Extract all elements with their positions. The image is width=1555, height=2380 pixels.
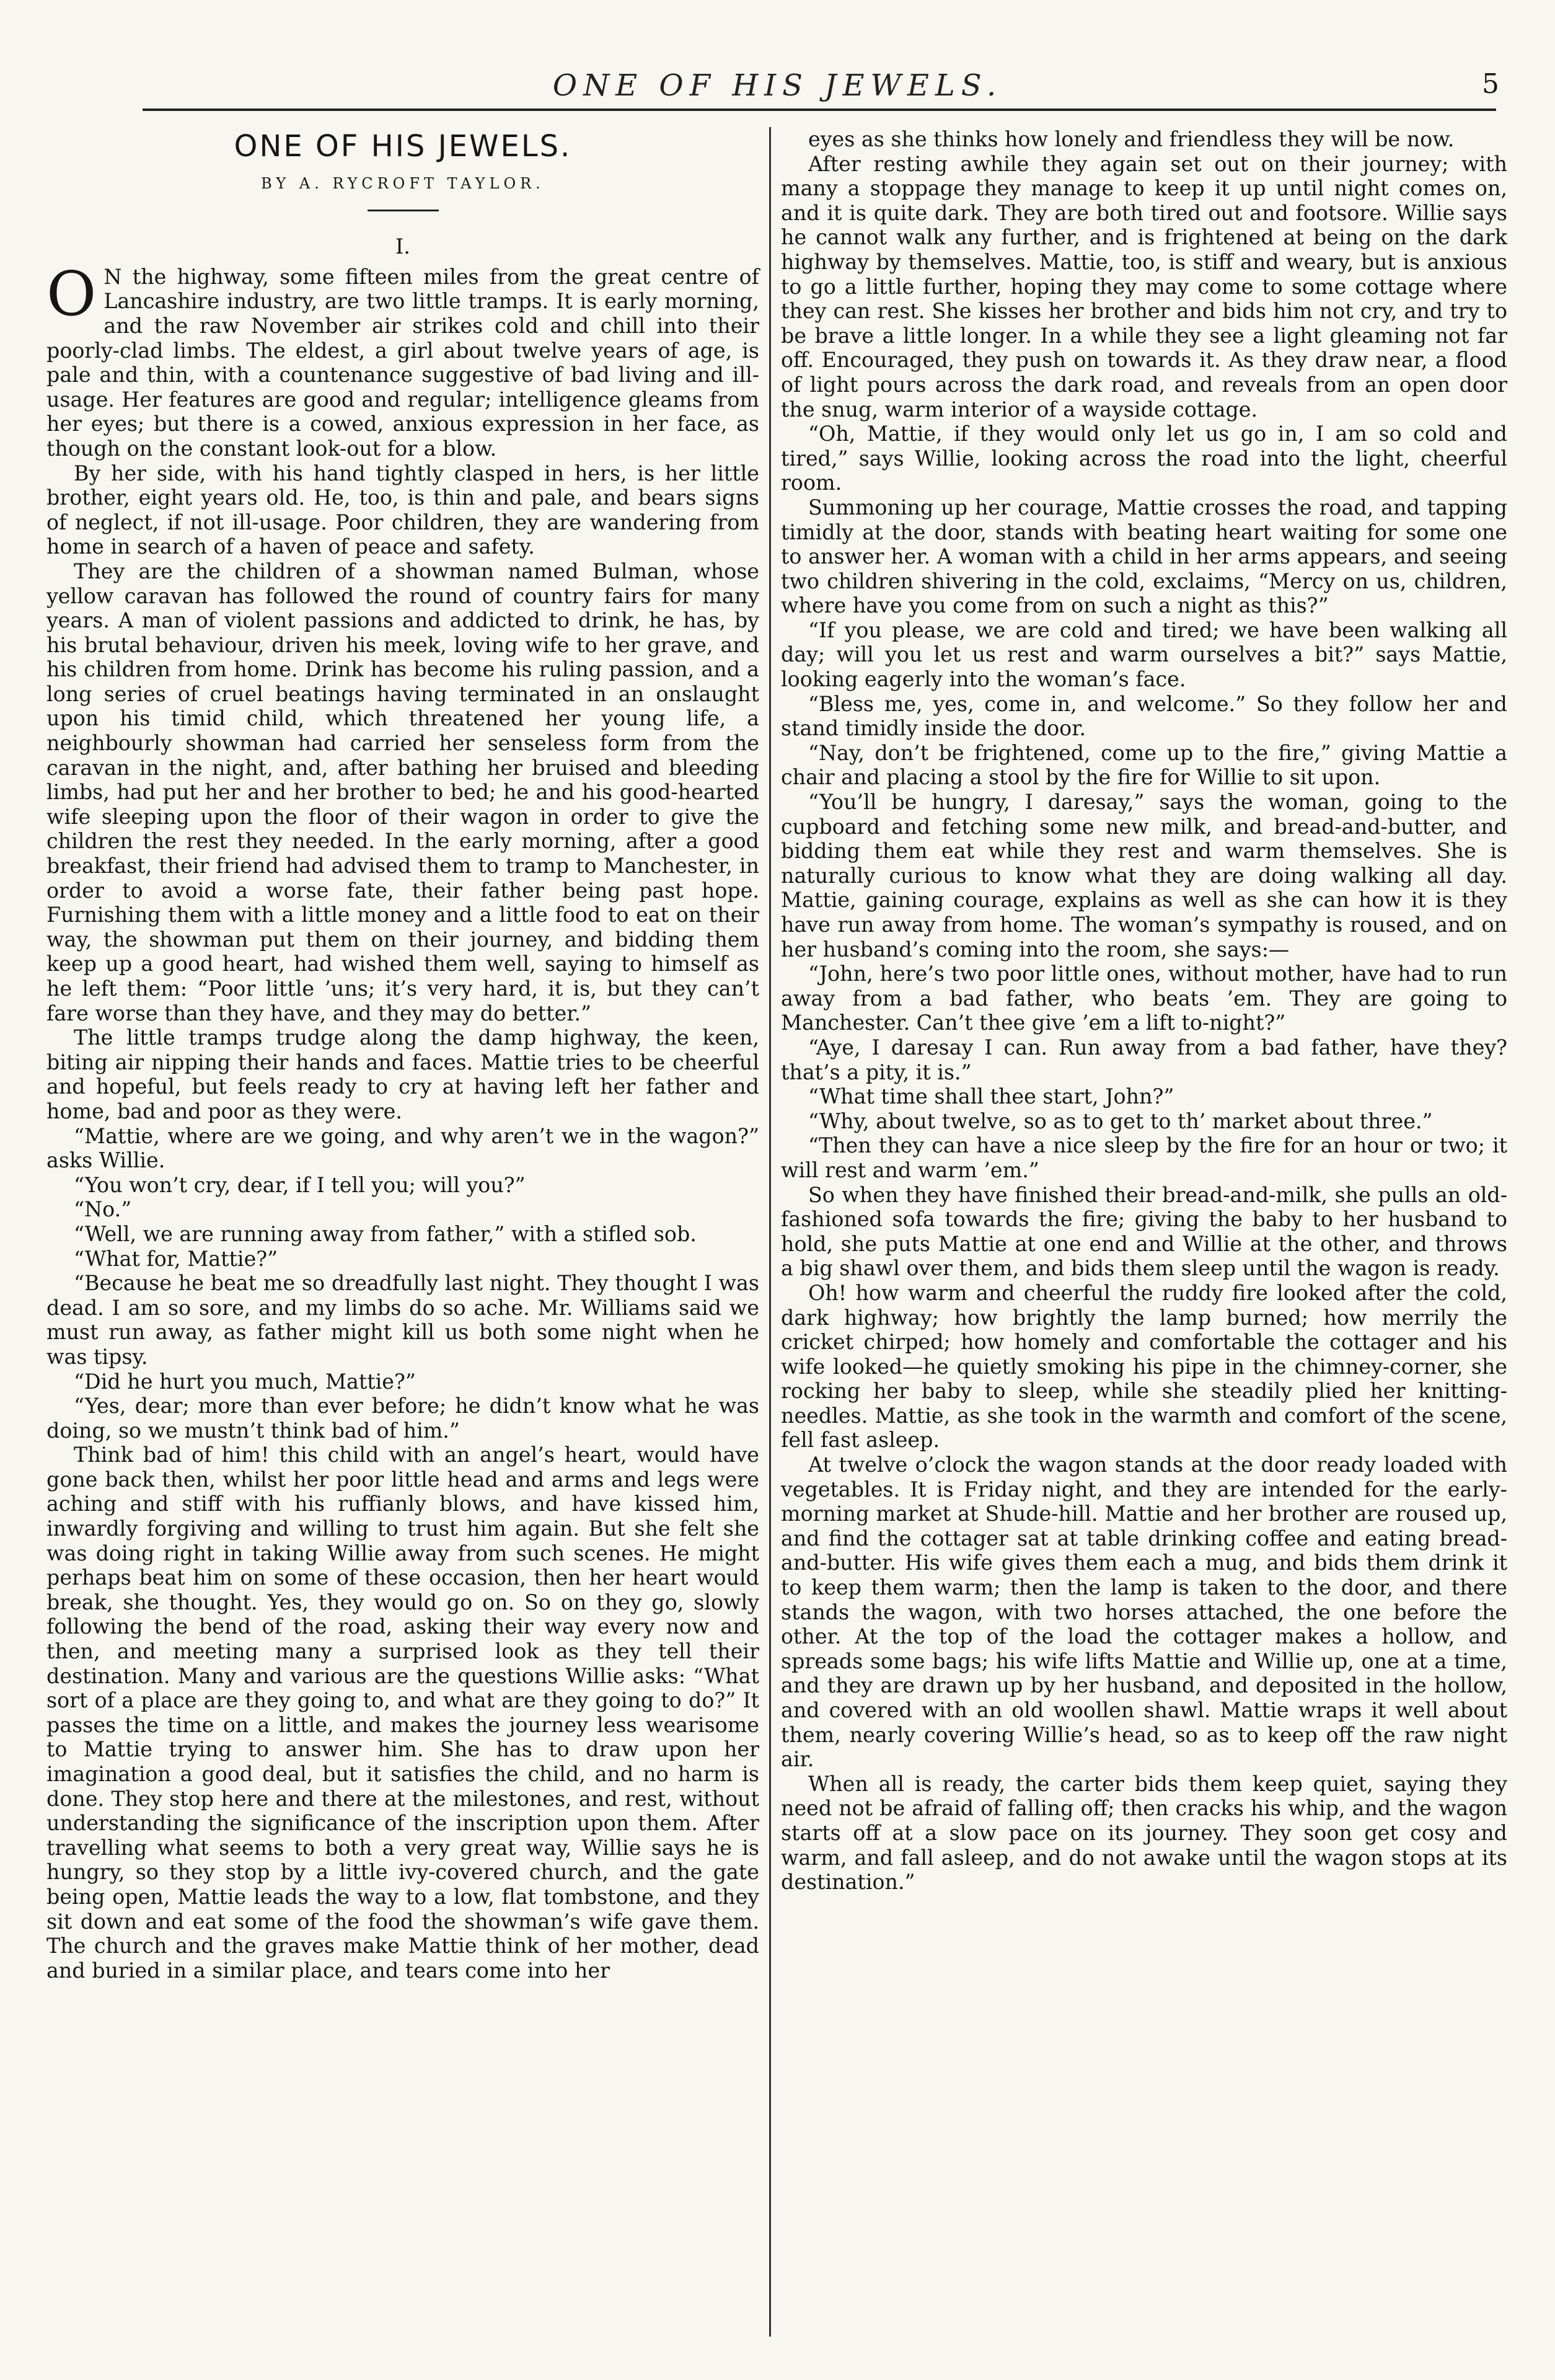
paragraph: “If you please, we are cold and tired; we have been walking all day; will you let us rest and warm ourselves a bit?” says Mattie, looking eagerly into the woman’s face. bbox=[781, 617, 1507, 692]
paragraph: “You won’t cry, dear, if I tell you; will you?” bbox=[74, 1172, 526, 1197]
section-number: I. bbox=[395, 234, 411, 260]
page-number: 5 bbox=[1482, 68, 1499, 100]
paragraph: “Why, about twelve, so as to get to th’ market about three.” bbox=[808, 1108, 1433, 1133]
paragraph: eyes as she thinks how lonely and friendless they will be now. bbox=[808, 127, 1455, 151]
title-rule bbox=[368, 210, 439, 211]
paragraph: They are the children of a showman named Bulman, whose yellow caravan has followed the round of country fairs for many years. A man of violent passions and addicted to drink, he has, by his brutal behaviour, driven his meek, loving wife to her grave, and his children from home. Drink has become his ruling passion, and a long series of cruel beatings having terminated in an onslaught upon his timid child, which threatened her young life, a neighbourly showman had carried her senseless form from the caravan in the night, and, after bathing her bruised and bleeding limbs, had put her and her brother to bed; he and his good-hearted wife sleeping upon the floor of their wagon in order to give the children the rest they needed. In the early morning, after a good breakfast, their friend had advised them to tramp to Manchester, in order to avoid a worse fate, their father being past hope. Furnishing them with a little money and a little food to eat on their way, the showman put them on their journey, and bidding them keep up a good heart, had wished them well, saying to himself as he left them: “Poor little ’uns; it’s very hard, it is, but they can’t fare worse than they have, and they may do better.” bbox=[46, 559, 759, 1025]
drop-cap: O bbox=[46, 259, 97, 330]
paragraph: “Mattie, where are we going, and why aren’t we in the wagon?” asks Willie. bbox=[46, 1123, 759, 1173]
paragraph: “Did he hurt you much, Mattie?” bbox=[74, 1369, 416, 1394]
paragraph: “What time shall thee start, John?” bbox=[808, 1084, 1174, 1109]
paragraph: “Then they can have a nice sleep by the fire for an hour or two; it will rest and warm ’em.” bbox=[781, 1133, 1507, 1182]
paragraph-text: N the highway, some fifteen miles from the great centre of Lancashire industry, are two little tramps. It is early morning, and the raw November air strikes cold and chill into their poorly-clad limbs. The eldest, a girl about twelve years of age, is pale and thin, with a countenance suggestive of bad living and ill-usage. Her features are good and regular; intelligence gleams from her eyes; but there is a cowed, anxious expression in her face, as though on the constant look-out for a blow. bbox=[46, 264, 759, 461]
right-column bbox=[781, 127, 1507, 2355]
paragraph: The little tramps trudge along the damp highway, the keen, biting air nipping their hands and faces. Mattie tries to be cheerful and hopeful, but feels ready to cry at having left her father and home, bad and poor as they were. bbox=[46, 1025, 759, 1123]
paragraph: “No.” bbox=[74, 1197, 132, 1222]
paragraph: “Well, we are running away from father,” with a stifled sob. bbox=[74, 1221, 697, 1246]
paragraph: “What for, Mattie?” bbox=[74, 1246, 278, 1271]
paragraph: So when they have finished their bread-and-milk, she pulls an old-fashioned sofa towards the fire; giving the baby to her husband to hold, she puts Mattie at one end and Willie at the other, and throws a big shawl over them, and bids them sleep until the wagon is ready. bbox=[781, 1182, 1507, 1281]
byline: BY A. RYCROFT TAYLOR. bbox=[261, 174, 545, 192]
paragraph: “Nay, don’t be frightened, come up to the fire,” giving Mattie a chair and placing a stool by the fire for Willie to sit upon. bbox=[781, 740, 1507, 790]
paragraph: “Yes, dear; more than ever before; he didn’t know what he was doing, so we mustn’t think bad of him.” bbox=[46, 1394, 759, 1443]
paragraph: When all is ready, the carter bids them keep quiet, saying they need not be afraid of falling off; then cracks his whip, and the wagon starts off at a slow pace on its journey. They soon get cosy and warm, and fall asleep, and do not awake until the wagon stops at its destination.” bbox=[781, 1771, 1507, 1895]
paragraph bbox=[46, 259, 759, 461]
paragraph: “Bless me, yes, come in, and welcome.” So they follow her and stand timidly inside the door. bbox=[781, 691, 1507, 741]
running-title: ONE OF HIS JEWELS. bbox=[552, 68, 1003, 103]
header-rule bbox=[143, 108, 1496, 111]
paragraph: “You’ll be hungry, I daresay,” says the woman, going to the cupboard and fetching some new milk, and bread-and-butter, and bidding them eat while they rest and warm themselves. She is naturally curious to know what they are doing walking all day. Mattie, gaining courage, explains as well as she can how it is they have run away from home. The woman’s sympathy is roused, and on her husband’s coming into the room, she says:— bbox=[781, 790, 1507, 962]
paragraph: Oh! how warm and cheerful the ruddy fire looked after the cold, dark highway; how brightly the lamp burned; how merrily the cricket chirped; how homely and comfortable the cottager and his wife looked—he quietly smoking his pipe in the chimney-corner, she rocking her baby to sleep, while she steadily plied her knitting-needles. Mattie, as she took in the warmth and comfort of the scene, fell fast asleep. bbox=[781, 1280, 1507, 1453]
column-divider bbox=[769, 127, 771, 2337]
paragraph: By her side, with his hand tightly clasped in hers, is her little brother, eight years old. He, too, is thin and pale, and bears signs of neglect, if not ill-usage. Poor children, they are wandering from home in search of a haven of peace and safety. bbox=[46, 461, 759, 559]
left-column-text bbox=[46, 259, 759, 1983]
paragraph: At twelve o’clock the wagon stands at the door ready loaded with vegetables. It is Friday night, and they are intended for the early-morning market at Shude-hill. Mattie and her brother are roused up, and find the cottager sat at table drinking coffee and eating bread-and-butter. His wife gives them each a mug, and bids them drink it to keep them warm; then the lamp is taken to the door, and there stands the wagon, with two horses attached, the one before the other. At the top of the load the cottager makes a hollow, and spreads some bags; his wife lifts Mattie and Willie up, one at a time, and they are drawn up by her husband, and deposited in the hollow, and covered with an old woollen shawl. Mattie wraps it well about them, nearly covering Willie’s head, so as to keep off the raw night air. bbox=[781, 1453, 1507, 1772]
paragraph: “John, here’s two poor little ones, without mother, have had to run away from a bad father, who beats ’em. They are going to Manchester. Can’t thee give ’em a lift to-night?” bbox=[781, 962, 1507, 1035]
paragraph: “Because he beat me so dreadfully last night. They thought I was dead. I am so sore, and my limbs do so ache. Mr. Williams said we must run away, as father might kill us both some night when he was tipsy. bbox=[46, 1271, 759, 1369]
paragraph: “Oh, Mattie, if they would only let us go in, I am so cold and tired,” says Willie, looking across the road into the light, cheerful room. bbox=[781, 422, 1507, 495]
page-header bbox=[0, 68, 1555, 105]
paragraph: Think bad of him! this child with an angel’s heart, would have gone back then, whilst her poor little head and arms and legs were aching and stiff with his ruffianly blows, and have kissed him, inwardly forgiving and willing to trust him again. But she felt she was doing right in taking Willie away from such scenes. He might perhaps beat him on some of these occasion, then her heart would break, she thought. Yes, they would go on. So on they go, slowly following the bend of the road, asking their way every now and then, and meeting many a surprised look as they tell their destination. Many and various are the questions Willie asks: “What sort of a place are they going to, and what are they going to do?” It passes the time on a little, and makes the journey less wearisome to Mattie trying to answer him. She has to draw upon her imagination a good deal, but it satisfies the child, and no harm is done. They stop here and there at the milestones, and rest, without understanding the significance of the inscription upon them. After travelling what seems to both a very great way, Willie says he is hungry, so they stop by a little ivy-covered church, and the gate being open, Mattie leads the way to a low, flat tombstone, and they sit down and eat some of the food the showman’s wife gave them. The church and the graves make Mattie think of her mother, dead and buried in a similar place, and tears come into her bbox=[46, 1443, 759, 1983]
paragraph: Summoning up her courage, Mattie crosses the road, and tapping timidly at the door, stands with beating heart waiting for some one to answer her. A woman with a child in her arms appears, and seeing two children shivering in the cold, exclaims, “Mercy on us, children, where have you come from on such a night as this?” bbox=[781, 495, 1507, 618]
right-column-text bbox=[781, 127, 1507, 1895]
article-title: ONE OF HIS JEWELS. bbox=[234, 129, 572, 164]
left-column bbox=[46, 127, 759, 2355]
paragraph: After resting awhile they again set out on their journey; with many a stoppage they manage to keep it up until night comes on, and it is quite dark. They are both tired out and footsore. Willie says he cannot walk any further, and is frightened at being on the dark highway by themselves. Mattie, too, is stiff and weary, but is anxious to go a little further, hoping they may come to some cottage where they can rest. She kisses her brother and bids him not cry, and try to be brave a little longer. In a while they see a light gleaming not far off. Encouraged, they push on towards it. As they draw near, a flood of light pours across the dark road, and reveals from an open door the snug, warm interior of a wayside cottage. bbox=[781, 151, 1507, 422]
paragraph: “Aye, I daresay I can. Run away from a bad father, have they? that’s a pity, it is.” bbox=[781, 1035, 1507, 1084]
